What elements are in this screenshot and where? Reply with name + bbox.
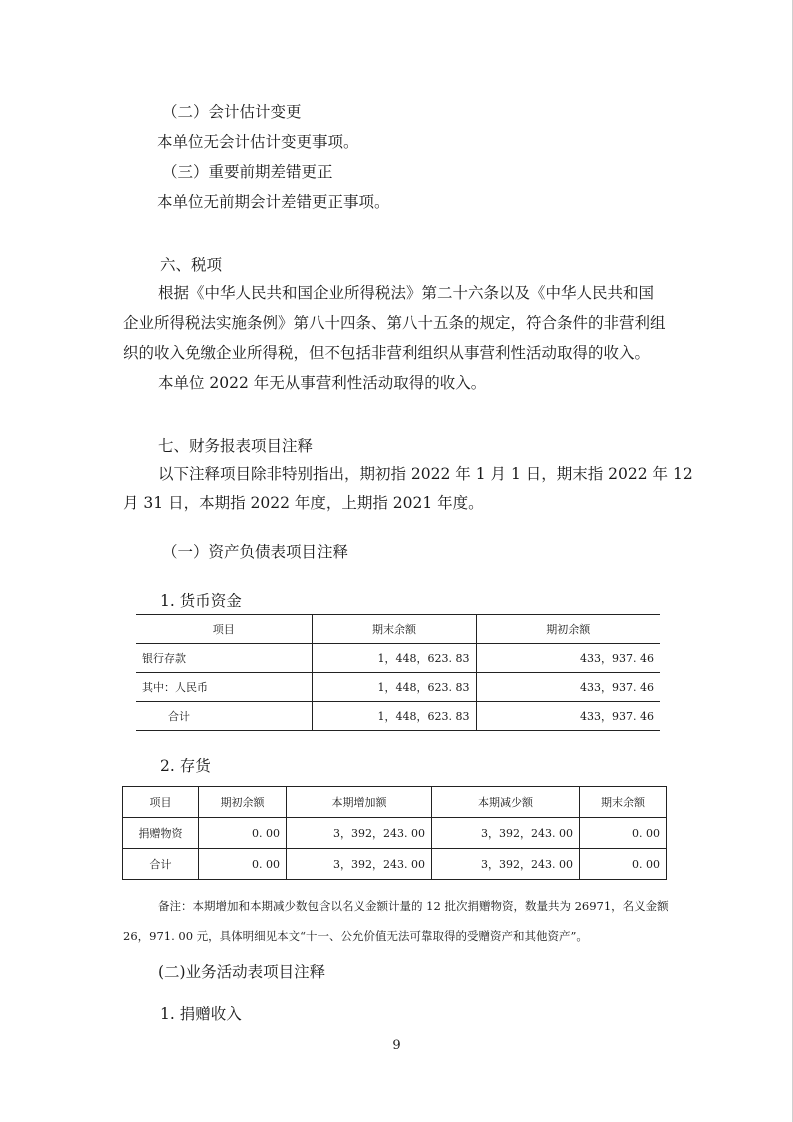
begin-balance-cell: 0. 00	[199, 818, 287, 849]
item-cell: 合计	[123, 849, 199, 880]
end-balance-cell: 0. 00	[580, 818, 667, 849]
page-number: 9	[392, 1038, 401, 1053]
header-cell: 期末余额	[312, 615, 476, 644]
notes-intro-line1: 以下注释项目除非特别指出，期初指 2022 年 1 月 1 日，期末指 2022 年 12	[158, 465, 693, 483]
inventory-note-line2: 26，971. 00 元，具体明细见本文“十一、公允价值无法可靠取得的受赠资产和其他资产”。	[123, 929, 588, 943]
header-cell: 项目	[123, 787, 199, 818]
header-cell: 项目	[136, 615, 312, 644]
inventory-table	[122, 786, 667, 880]
notes-intro-line2: 月 31 日，本期指 2022 年度，上期指 2021 年度。	[123, 494, 484, 512]
end-balance-cell: 0. 00	[580, 849, 667, 880]
end-balance-cell: 1，448，623. 83	[312, 644, 476, 673]
begin-balance-cell: 433，937. 46	[476, 702, 660, 731]
begin-balance-cell: 433，937. 46	[476, 673, 660, 702]
item-cell: 其中：人民币	[136, 673, 312, 702]
section-3-body: 本单位无前期会计差错更正事项。	[157, 193, 390, 211]
header-cell: 本期减少额	[432, 787, 580, 818]
end-balance-cell: 1，448，623. 83	[312, 702, 476, 731]
decrease-cell: 3，392，243. 00	[432, 849, 580, 880]
increase-cell: 3，392，243. 00	[287, 849, 432, 880]
inventory-title: 2. 存货	[160, 757, 211, 775]
begin-balance-cell: 433，937. 46	[476, 644, 660, 673]
cash-title: 1. 货币资金	[160, 592, 242, 610]
tax-title: 六、税项	[160, 256, 223, 274]
section-2-title: （二）会计估计变更	[162, 103, 302, 121]
header-cell: 期末余额	[580, 787, 667, 818]
table-row	[123, 818, 667, 849]
inventory-note-line1: 备注：本期增加和本期减少数包含以名义金额计量的 12 批次捐赠物资，数量共为 26971，名义金额	[158, 899, 669, 913]
section-3-title: （三）重要前期差错更正	[162, 163, 333, 181]
item-cell: 捐赠物资	[123, 818, 199, 849]
table-row	[136, 702, 660, 731]
table-header-row	[136, 615, 660, 644]
table-row	[136, 644, 660, 673]
decrease-cell: 3，392，243. 00	[432, 818, 580, 849]
tax-para2: 本单位 2022 年无从事营利性活动取得的收入。	[158, 374, 487, 392]
cash-table	[136, 614, 660, 731]
increase-cell: 3，392，243. 00	[287, 818, 432, 849]
notes-title: 七、财务报表项目注释	[158, 437, 314, 455]
begin-balance-cell: 0. 00	[199, 849, 287, 880]
balance-sheet-title: （一）资产负债表项目注释	[162, 543, 349, 561]
header-cell: 期初余额	[199, 787, 287, 818]
table-row	[136, 673, 660, 702]
table-row	[123, 849, 667, 880]
end-balance-cell: 1，448，623. 83	[312, 673, 476, 702]
item-cell: 银行存款	[136, 644, 312, 673]
header-cell: 期初余额	[476, 615, 660, 644]
header-cell: 本期增加额	[287, 787, 432, 818]
tax-para-line2: 企业所得税法实施条例》第八十四条、第八十五条的规定，符合条件的非营利组	[123, 314, 666, 332]
item-cell: 合计	[136, 702, 312, 731]
tax-para-line3: 织的收入免缴企业所得税，但不包括非营利组织从事营利性活动取得的收入。	[123, 344, 651, 362]
activity-title: (二)业务活动表项目注释	[158, 963, 326, 981]
table-header-row	[123, 787, 667, 818]
tax-para-line1: 根据《中华人民共和国企业所得税法》第二十六条以及《中华人民共和国	[158, 284, 655, 302]
section-2-body: 本单位无会计估计变更事项。	[157, 133, 359, 151]
donation-income-title: 1. 捐赠收入	[160, 1005, 242, 1023]
